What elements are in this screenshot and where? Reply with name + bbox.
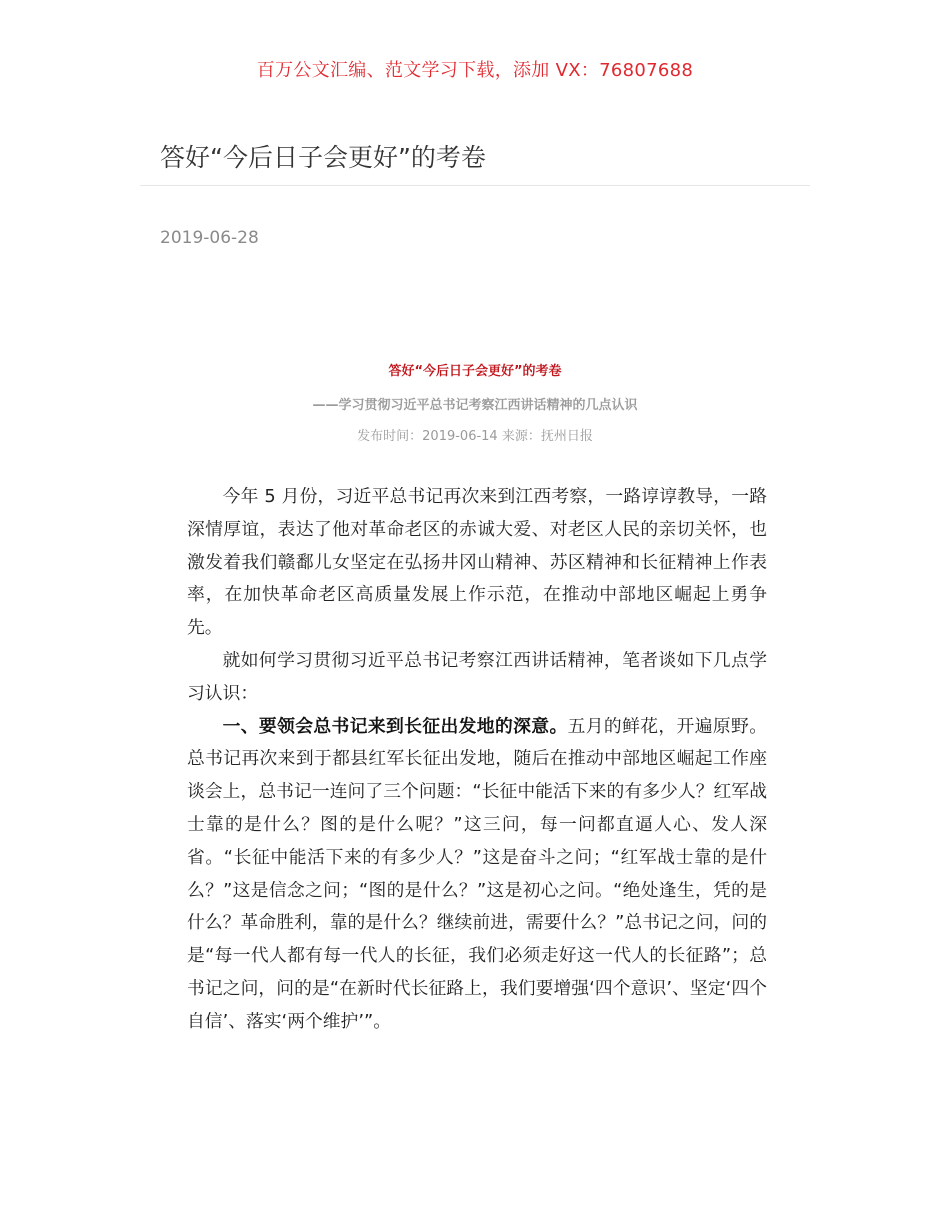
section-1-heading: 一、要领会总书记来到长征出发地的深意。 [222,715,568,737]
section-1-text: 五月的鲜花，开遍原野。总书记再次来到于都县红军长征出发地，随后在推动中部地区崛起工作座谈会上，总书记一连问了三个问题：“长征中能活下来的有多少人？红军战士靠的是什么？图的是什么呢？”这三问，每一问都直逼人心、发人深省。“长征中能活下来的有多少人？”这是奋斗之问；“红军战士靠的是什么？”这是信念之问；“图的是什么？”这是初心之问。“绝处逢生，凭的是什么？革命胜利，靠的是什么？继续前进，需要什么？”总书记之问，问的是“每一代人都有每一代人的长征，我们必须走好这一代人的长征路”；总书记之问，问的是“在新时代长征路上，我们要增强‘四个意识’、坚定‘四个自信’、落实‘两个维护’”。 [187,715,767,1032]
article-subtitle: ——学习贯彻习近平总书记考察江西讲话精神的几点认识 [312,398,638,413]
article-title: 答好“今后日子会更好”的考卷 [388,364,562,379]
paragraph-intro: 今年 5 月份，习近平总书记再次来到江西考察，一路谆谆教导，一路深情厚谊，表达了他对革命老区的赤诚大爱、对老区人民的亲切关怀，也激发着我们赣鄱儿女坚定在弘扬井冈山精神、苏区精神和长征精神上作表率，在加快革命老区高质量发展上作示范，在推动中部地区崛起上勇争先。 [187,486,767,639]
promo-banner: 百万公文汇编、范文学习下载，添加 VX：76807688 [256,60,694,81]
article-body [187,481,767,1039]
paragraph-lead-in: 就如何学习贯彻习近平总书记考察江西讲话精神，笔者谈如下几点学习认识： [187,649,767,704]
post-date: 2019-06-28 [160,228,259,248]
title-divider [140,185,810,186]
page-title: 答好“今后日子会更好”的考卷 [160,143,486,172]
paragraph-section-1 [187,711,767,1039]
article-meta: 发布时间：2019-06-14 来源：抚州日报 [357,429,593,444]
